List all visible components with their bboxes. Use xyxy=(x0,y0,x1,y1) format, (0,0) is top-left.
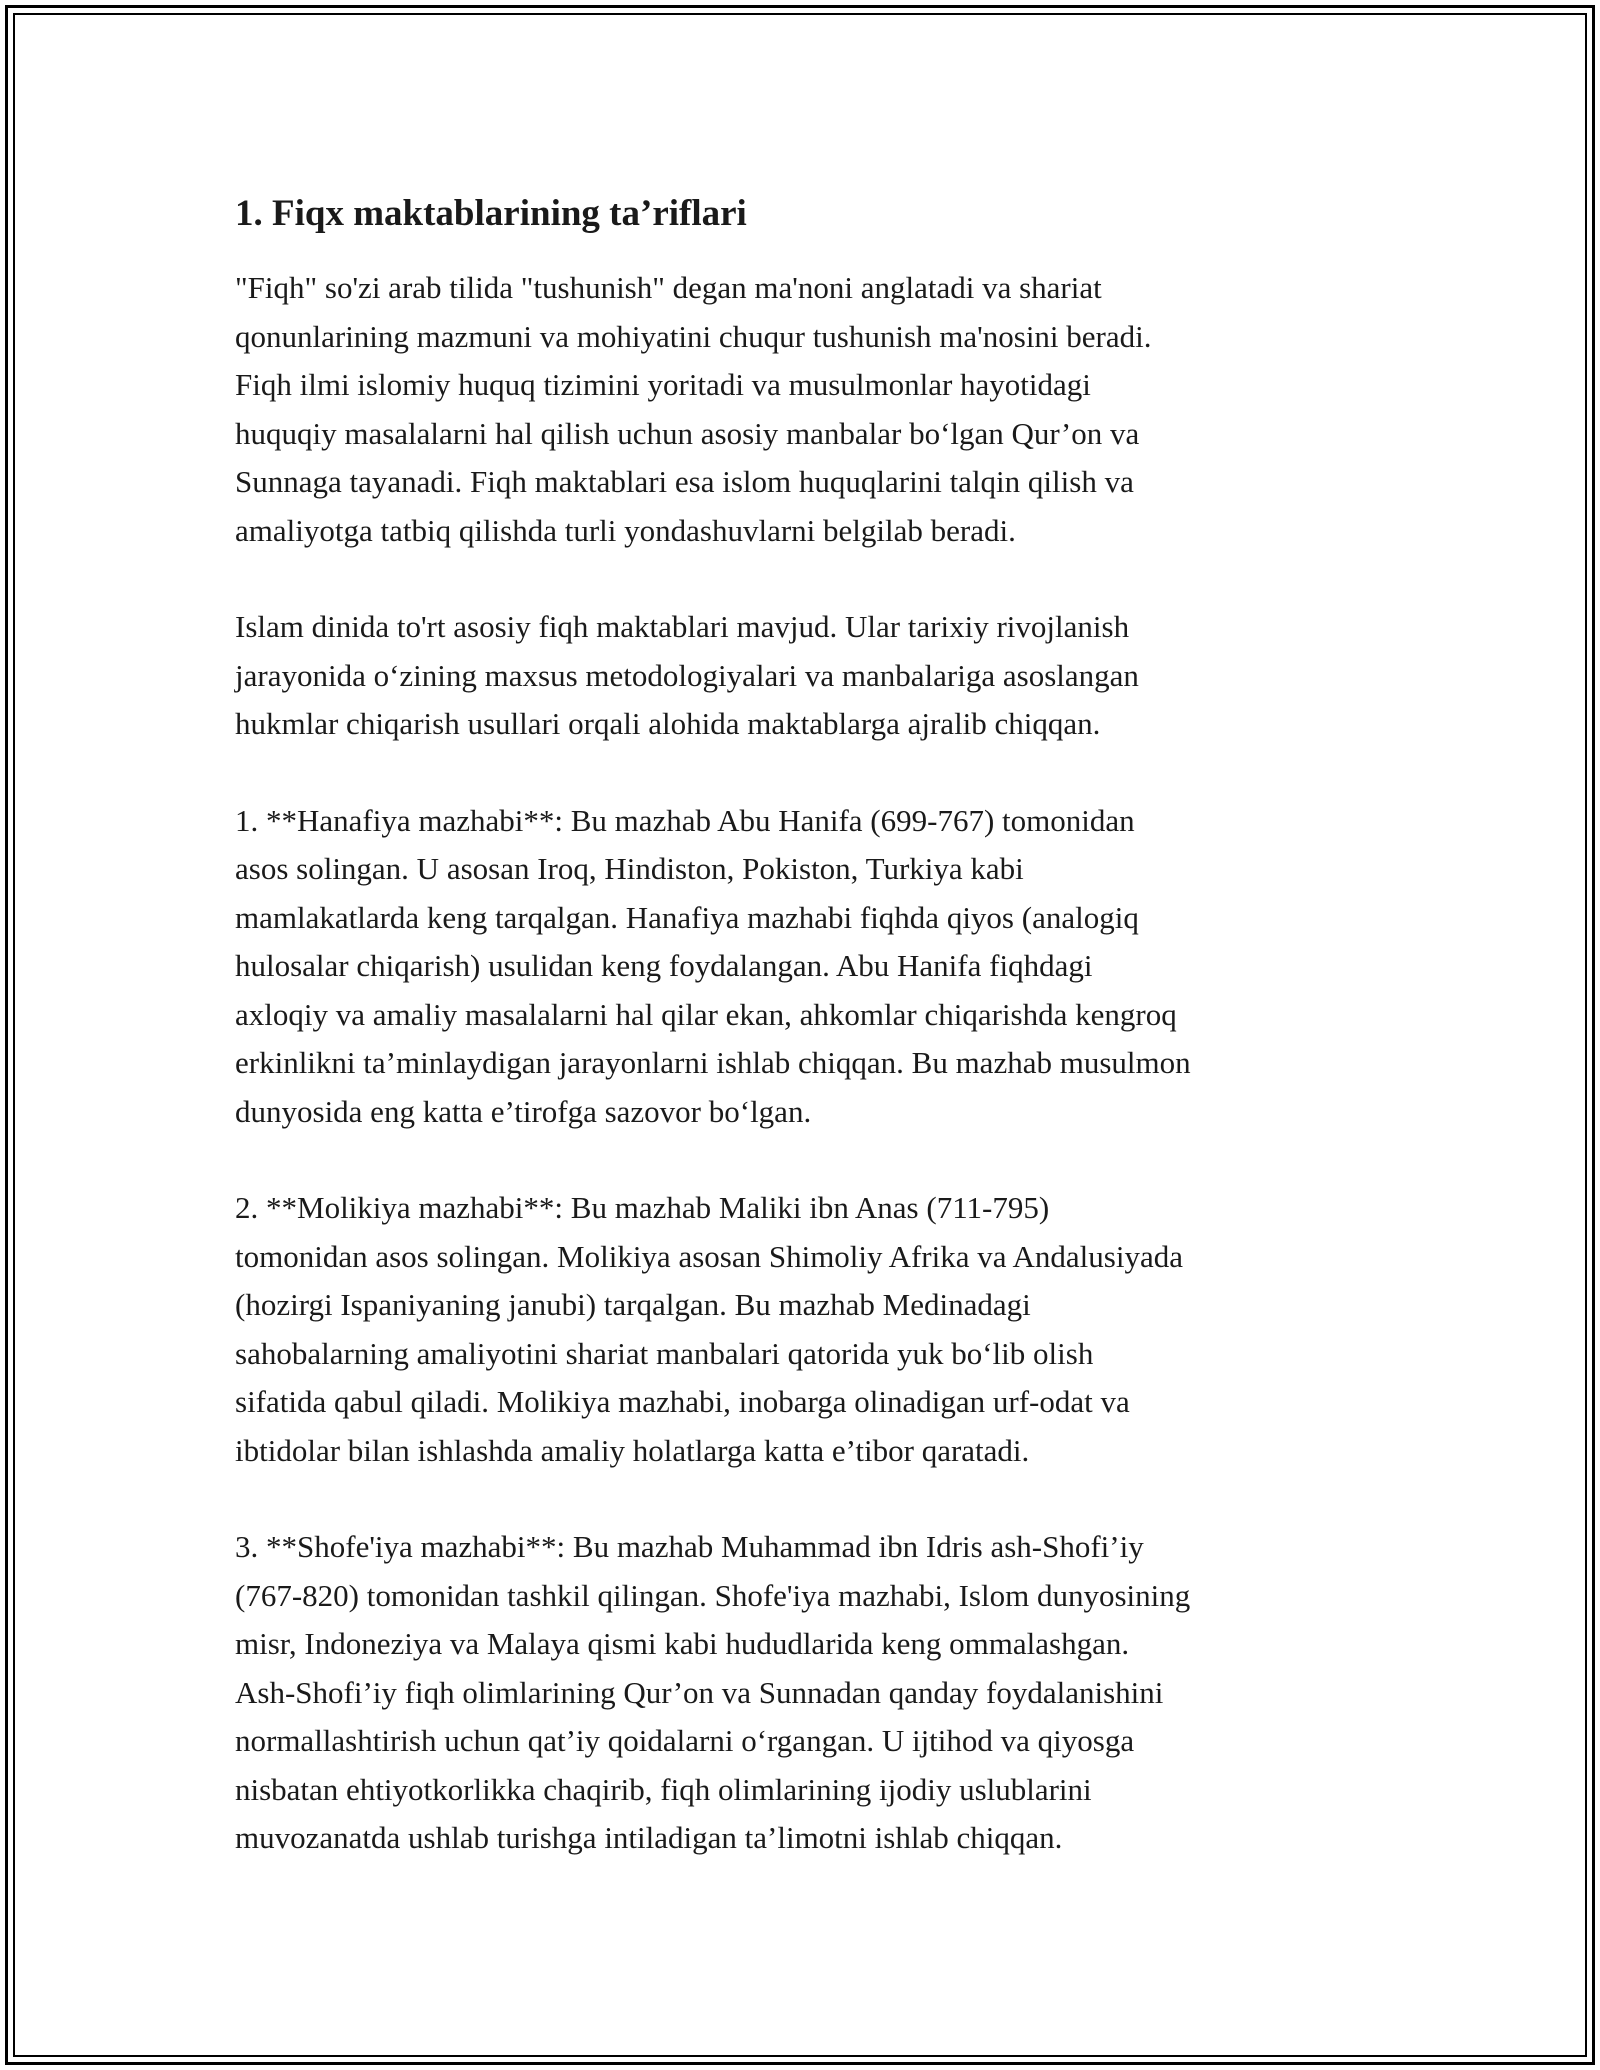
paragraph-intro: "Fiqh" so'zi arab tilida "tushunish" degan ma'noni anglatadi va shariat qonunlarining mazmuni va mohiyatini chuqur tushunish ma'nosini beradi. Fiqh ilmi islomiy huquq tizimini yoritadi va musulmonlar hayotidagi huquqiy masalalarni hal qilish uchun asosiy manbalar bo‘lgan Qur’on va Sunnaga tayanadi. Fiqh maktablari esa islom huquqlarini talqin qilish va amaliyotga tatbiq qilishda turli yondashuvlarni belgilab beradi. xyxy=(235,270,1152,548)
document-title: 1. Fiqx maktablarining ta’riflari xyxy=(235,193,747,234)
paragraph-molikiya: 2. **Molikiya mazhabi**: Bu mazhab Maliki ibn Anas (711-795) tomonidan asos solingan. Molikiya asosan Shimoliy Afrika va Andalusiyada (hozirgi Ispaniyaning janubi) tarqalgan. Bu mazhab Medinadagi sahobalarning amaliyotini shariat manbalari qatorida yuk bo‘lib olish sifatida qabul qiladi. Molikiya mazhabi, inobarga olinadigan urf-odat va ibtidolar bilan ishlashda amaliy holatlarga katta e’tibor qaratadi. xyxy=(235,1190,1183,1468)
paragraph-hanafiya: 1. **Hanafiya mazhabi**: Bu mazhab Abu Hanifa (699-767) tomonidan asos solingan. U asosan Iroq, Hindiston, Pokiston, Turkiya kabi mamlakatlarda keng tarqalgan. Hanafiya mazhabi fiqhda qiyos (analogiq hulosalar chiqarish) usulidan keng foydalangan. Abu Hanifa fiqhdagi axloqiy va amaliy masalalarni hal qilar ekan, ahkomlar chiqarishda kengroq erkinlikni ta’minlaydigan jarayonlarni ishlab chiqqan. Bu mazhab musulmon dunyosida eng katta e’tirofga sazovor bo‘lgan. xyxy=(235,802,1191,1129)
paragraph-four-schools: Islam dinida to'rt asosiy fiqh maktablari mavjud. Ular tarixiy rivojlanish jarayonida o‘zining maxsus metodologiyalari va manbalariga asoslangan hukmlar chiqarish usullari orqali alohida maktablarga ajralib chiqqan. xyxy=(235,609,1139,741)
document-body xyxy=(235,188,1395,1911)
paragraph-shofeiya: 3. **Shofe'iya mazhabi**: Bu mazhab Muhammad ibn Idris ash-Shofi’iy (767-820) tomonidan tashkil qilingan. Shofe'iya mazhabi, Islom dunyosining misr, Indoneziya va Malaya qismi kabi hududlarida keng ommalashgan. Ash-Shofi’iy fiqh olimlarining Qur’on va Sunnadan qanday foydalanishini normallashtirish uchun qat’iy qoidalarni o‘rgangan. U ijtihod va qiyosga nisbatan ehtiyotkorlikka chaqirib, fiqh olimlarining ijodiy uslublarini muvozanatda ushlab turishga intiladigan ta’limotni ishlab chiqqan. xyxy=(235,1529,1191,1855)
